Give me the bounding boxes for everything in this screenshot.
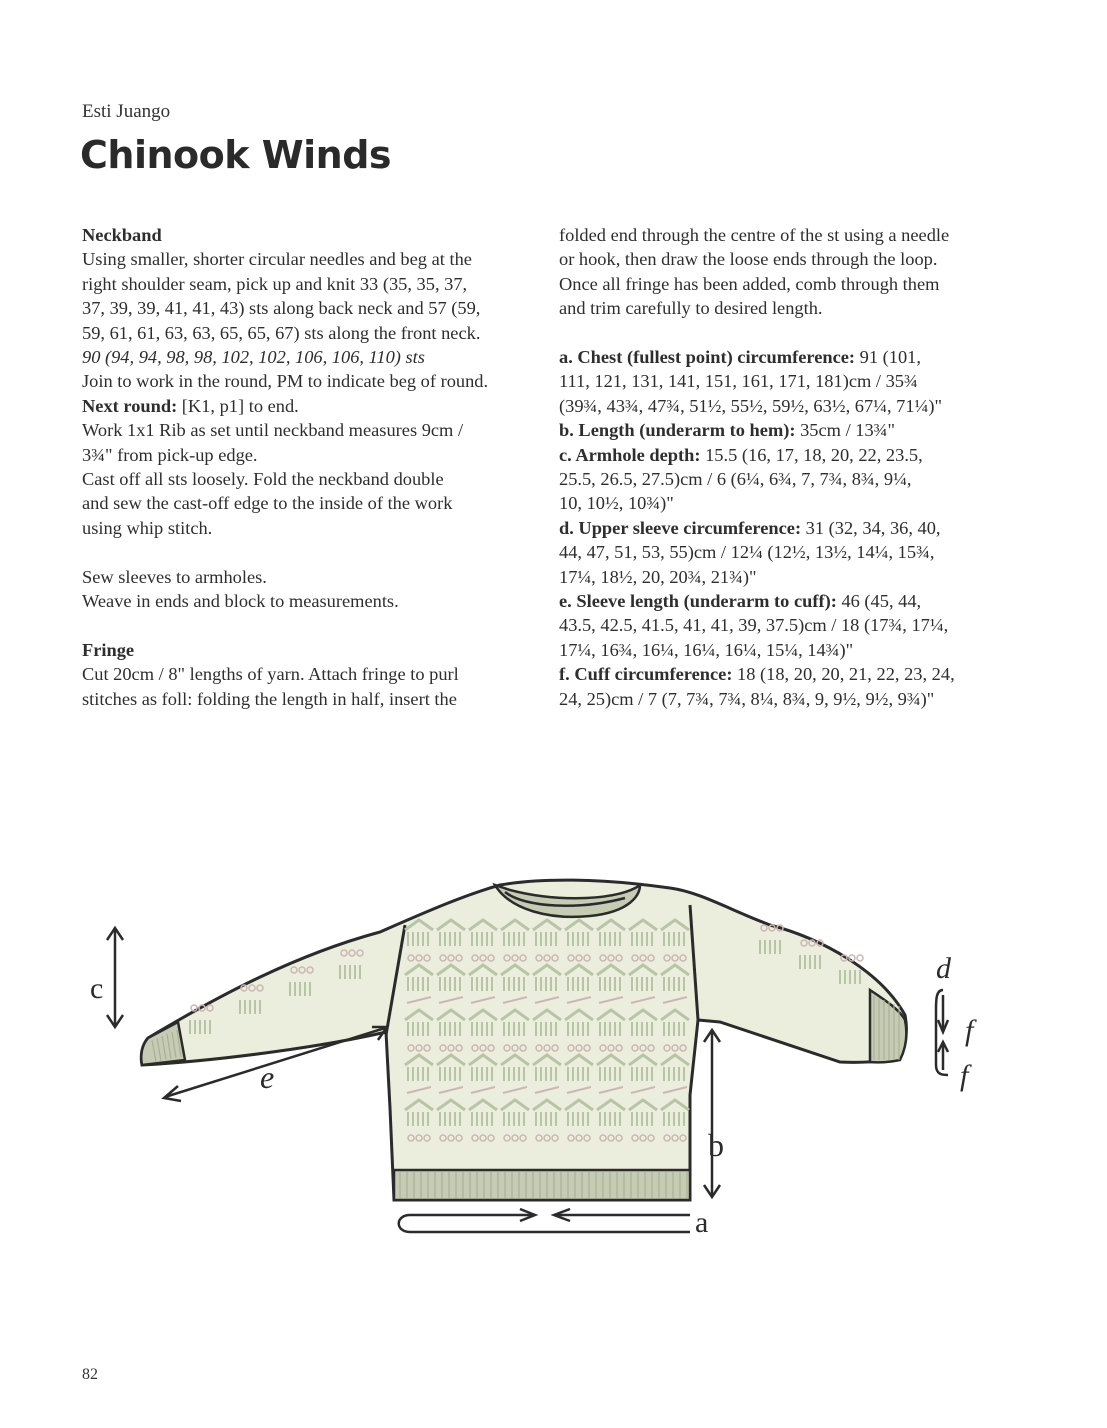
rib-line: using whip stitch. [82, 517, 213, 538]
measurement-line [559, 613, 1029, 637]
measure-d-f-arrows [936, 990, 948, 1075]
measurement-value: 111, 121, 131, 141, 151, 161, 171, 181)cm / 35¾ [559, 371, 918, 392]
fringe-line: Cut 20cm / 8" lengths of yarn. Attach fringe to purl [82, 664, 459, 685]
label-f-lower: f [960, 1059, 969, 1092]
measurement-value: 31 (32, 34, 36, 40, [801, 517, 941, 538]
join-line: Join to work in the round, PM to indicate beg of round. [82, 371, 489, 392]
right-column [559, 223, 1029, 711]
neckband-line: 59, 61, 61, 63, 63, 65, 65, 67) sts along the front neck. [82, 322, 481, 343]
rib-line: 3¾" from pick-up edge. [82, 444, 258, 465]
measurement-line [559, 565, 1029, 589]
measure-b-arrow [704, 1030, 720, 1197]
hem-ribbing [394, 1170, 690, 1200]
measure-a-arrow [399, 1209, 690, 1232]
page-title: Chinook Winds [80, 133, 392, 177]
finishing-line: Sew sleeves to armholes. [82, 566, 267, 587]
fringe-cont-line: folded end through the centre of the st using a needle [559, 225, 950, 245]
rib-line: Cast off all sts loosely. Fold the neckband double [82, 469, 444, 490]
left-column [82, 223, 532, 711]
designer-name: Esti Juango [82, 101, 171, 122]
next-round-line [82, 394, 532, 418]
measurement-value: 35cm / 13¾" [795, 420, 895, 441]
measurement-line [559, 369, 1029, 393]
measure-c-arrow [107, 928, 123, 1027]
measurements-list [559, 345, 1029, 711]
measurement-line [559, 638, 1029, 662]
measurement-value: 24, 25)cm / 7 (7, 7¾, 7¾, 8¼, 8¾, 9, 9½, 9½, 9¾)" [559, 688, 935, 709]
measurement-value: 43.5, 42.5, 41.5, 41, 41, 39, 37.5)cm / 18 (17¾, 17¼, [559, 615, 949, 636]
measurement-line [559, 516, 1029, 540]
measurement-label: a. Chest (fullest point) circumference: [559, 347, 856, 368]
sweater-schematic [80, 870, 1000, 1250]
fringe-cont-line: and trim carefully to desired length. [559, 298, 823, 319]
finishing-line: Weave in ends and block to measurements. [82, 591, 399, 612]
measurement-value: 91 (101, [855, 347, 921, 368]
stitch-count: 90 (94, 94, 98, 98, 102, 102, 106, 106, 110) sts [82, 347, 425, 368]
measurement-value: 18 (18, 20, 20, 21, 22, 23, 24, [732, 664, 955, 685]
measurement-value: (39¾, 43¾, 47¾, 51½, 55½, 59½, 63½, 67¼, 71¼)" [559, 395, 942, 416]
measurement-value: 44, 47, 51, 53, 55)cm / 12¼ (12½, 13½, 14¼, 15¾, [559, 542, 935, 563]
measurement-value: 17¼, 18½, 20, 20¾, 21¾)" [559, 566, 757, 587]
measurement-line [559, 662, 1029, 686]
measurement-label: b. Length (underarm to hem): [559, 420, 796, 441]
rib-line: Work 1x1 Rib as set until neckband measures 9cm / [82, 420, 464, 441]
fringe-cont-line: Once all fringe has been added, comb through them [559, 273, 940, 294]
label-d: d [936, 952, 951, 985]
measurement-value: 15.5 (16, 17, 18, 20, 22, 23.5, [700, 444, 923, 465]
rib-line: and sew the cast-off edge to the inside of the work [82, 493, 453, 514]
measurement-value: 17¼, 16¾, 16¼, 16¼, 16¼, 15¼, 14¾)" [559, 639, 854, 660]
measurement-value: 46 (45, 44, [836, 591, 922, 612]
measurement-line [559, 418, 1029, 442]
measurement-line [559, 467, 1029, 491]
measurement-line [559, 589, 1029, 613]
neckband-line: right shoulder seam, pick up and knit 33 (35, 35, 37, [82, 273, 468, 294]
measurement-line [559, 687, 1029, 711]
measurement-line [559, 491, 1029, 515]
measurement-value: 25.5, 26.5, 27.5)cm / 6 (6¼, 6¾, 7, 7¾, 8¾, 9¼, [559, 469, 912, 490]
label-a: a [695, 1206, 709, 1239]
measurement-line [559, 540, 1029, 564]
fringe-heading: Fringe [82, 639, 135, 660]
label-c: c [90, 972, 104, 1005]
measurement-value: 10, 10½, 10¾)" [559, 493, 674, 514]
measurement-label: e. Sleeve length (underarm to cuff): [559, 591, 837, 612]
label-e: e [260, 1059, 275, 1095]
neckband-line: Using smaller, shorter circular needles and beg at the [82, 249, 472, 270]
fringe-cont-line: or hook, then draw the loose ends through the loop. [559, 249, 938, 270]
fringe-line: stitches as foll: folding the length in half, insert the [82, 688, 457, 709]
measurement-label: f. Cuff circumference: [559, 664, 733, 685]
label-f: f [965, 1014, 974, 1047]
measurement-line [559, 394, 1029, 418]
measurement-label: d. Upper sleeve circumference: [559, 517, 802, 538]
measurement-line [559, 443, 1029, 467]
neckband-heading: Neckband [82, 225, 162, 245]
next-round-text: [K1, p1] to end. [177, 395, 299, 416]
next-round-label: Next round: [82, 395, 178, 416]
page-number: 82 [82, 1366, 98, 1383]
neckband-line: 37, 39, 39, 41, 41, 43) sts along back neck and 57 (59, [82, 298, 481, 319]
measurement-label: c. Armhole depth: [559, 444, 701, 465]
label-b: b [708, 1127, 724, 1163]
measurement-line [559, 345, 1029, 369]
